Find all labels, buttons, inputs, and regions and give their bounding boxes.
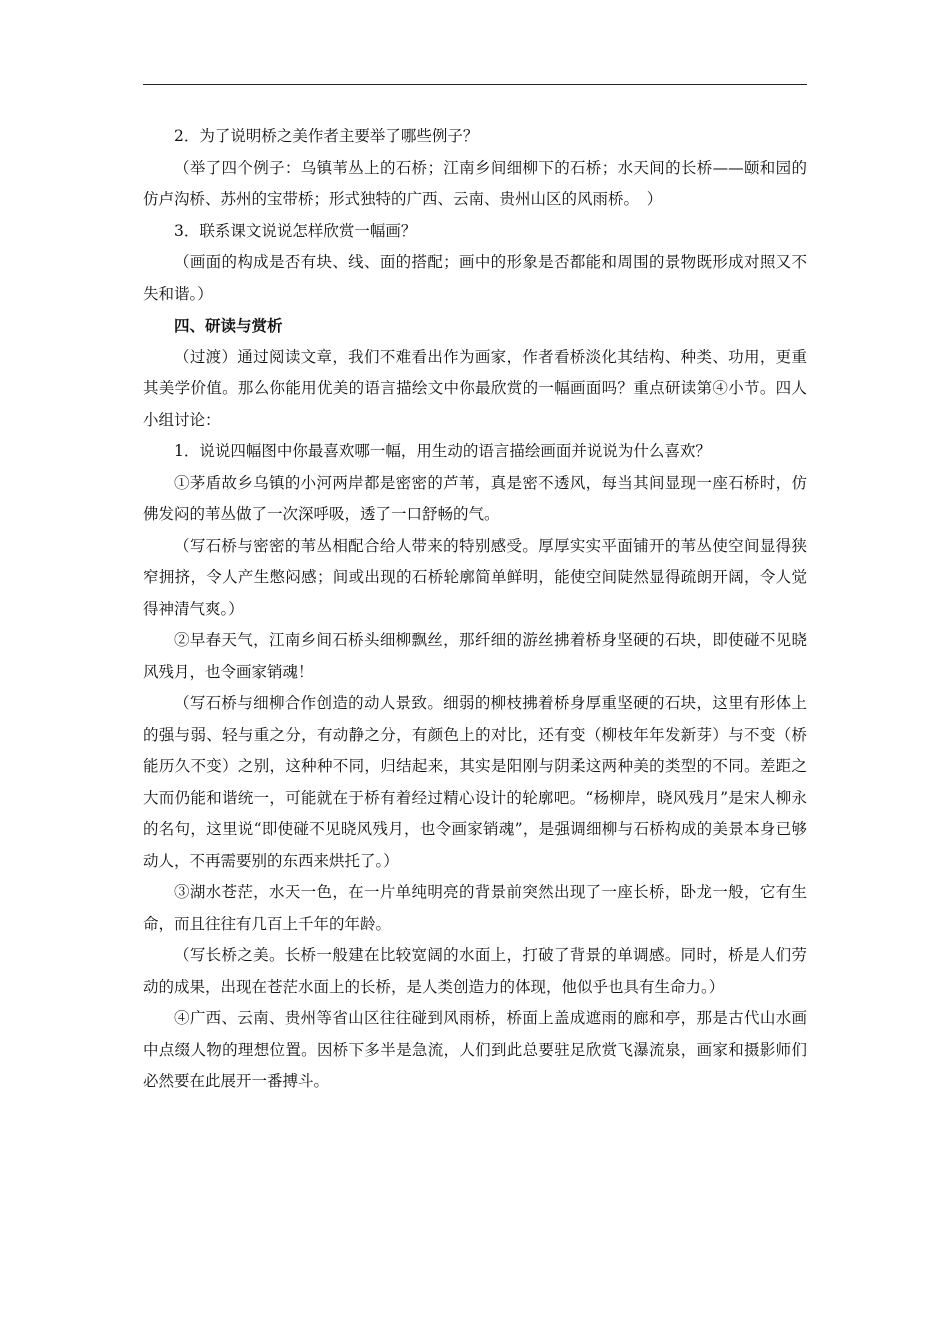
scene-1-analysis: （写石桥与密密的苇丛相配合给人带来的特别感受。厚厚实实平面铺开的苇丛使空间显得狭窄拥挤，令人产生憋闷感；间或出现的石桥轮廓简单鲜明，能使空间陡然显得疏朗开阔，令人觉得神清气爽。） [143,536,807,618]
transition-paragraph: （过渡）通过阅读文章，我们不难看出作为画家，作者看桥淡化其结构、种类、功用，更重其美学价值。那么你能用优美的语言描绘文中你最欣赏的一幅画面吗？重点研读第④小节。四人小组讨论： [143,347,807,429]
discussion-question-1: 1．说说四幅图中你最喜欢哪一幅，用生动的语言描绘画面并说说为什么喜欢？ [174,442,711,460]
scene-2-analysis: （写石桥与细柳合作创造的动人景致。细弱的柳枝拂着桥身厚重坚硬的石块，这里有形体上的强与弱、轻与重之分，有动静之分，有颜色上的对比，还有变（柳枝年年发新芽）与不变（桥能历久不变）之别，这种种不同，归结起来，其实是阳刚与阴柔这两种美的类型的不同。差距之大而仍能和谐统一，可能就在于桥有着经过精心设计的轮廓吧。“杨柳岸，晓风残月”是宋人柳永的名句，这里说“即使碰不见晓风残月，也令画家销魂”，是强调细柳与石桥构成的美景本身已够动人，不再需要别的东西来烘托了。） [143,694,807,870]
scene-4: ④广西、云南、贵州等省山区往往碰到风雨桥，桥面上盖成遮雨的廊和亭，那是古代山水画中点缀人物的理想位置。因桥下多半是急流，人们到此总要驻足欣赏飞瀑流泉，画家和摄影师们必然要在此展开一番搏斗。 [143,1009,807,1090]
document-body [143,121,807,1098]
header-rule [143,84,807,85]
scene-2: ②早春天气，江南乡间石桥头细柳飘丝，那纤细的游丝拂着桥身坚硬的石块，即使碰不见晓风残月，也令画家销魂！ [143,631,807,681]
scene-3-analysis: （写长桥之美。长桥一般建在比较宽阔的水面上，打破了背景的单调感。同时，桥是人们劳动的成果，出现在苍茫水面上的长桥，是人类创造力的体现，他似乎也具有生命力。） [143,946,807,996]
question-2: 2．为了说明桥之美作者主要举了哪些例子？ [174,127,479,145]
section-heading: 四、研读与赏析 [174,316,283,335]
scene-3: ③湖水苍茫，水天一色，在一片单纯明亮的背景前突然出现了一座长桥，卧龙一般，它有生命，而且往往有几百上千年的年龄。 [143,883,807,933]
answer-2: （举了四个例子：乌镇苇丛上的石桥；江南乡间细柳下的石桥；水天间的长桥——颐和园的仿卢沟桥、苏州的宝带桥；形式独特的广西、云南、贵州山区的风雨桥。 ） [143,158,807,208]
question-3: 3．联系课文说说怎样欣赏一幅画？ [174,221,417,240]
scene-1: ①茅盾故乡乌镇的小河两岸都是密密的芦苇，真是密不透风，每当其间显现一座石桥时，仿佛发闷的苇丛做了一次深呼吸，透了一口舒畅的气。 [143,473,807,523]
answer-3: （画面的构成是否有块、线、面的搭配；画中的形象是否都能和周围的景物既形成对照又不失和谐。） [143,253,807,303]
